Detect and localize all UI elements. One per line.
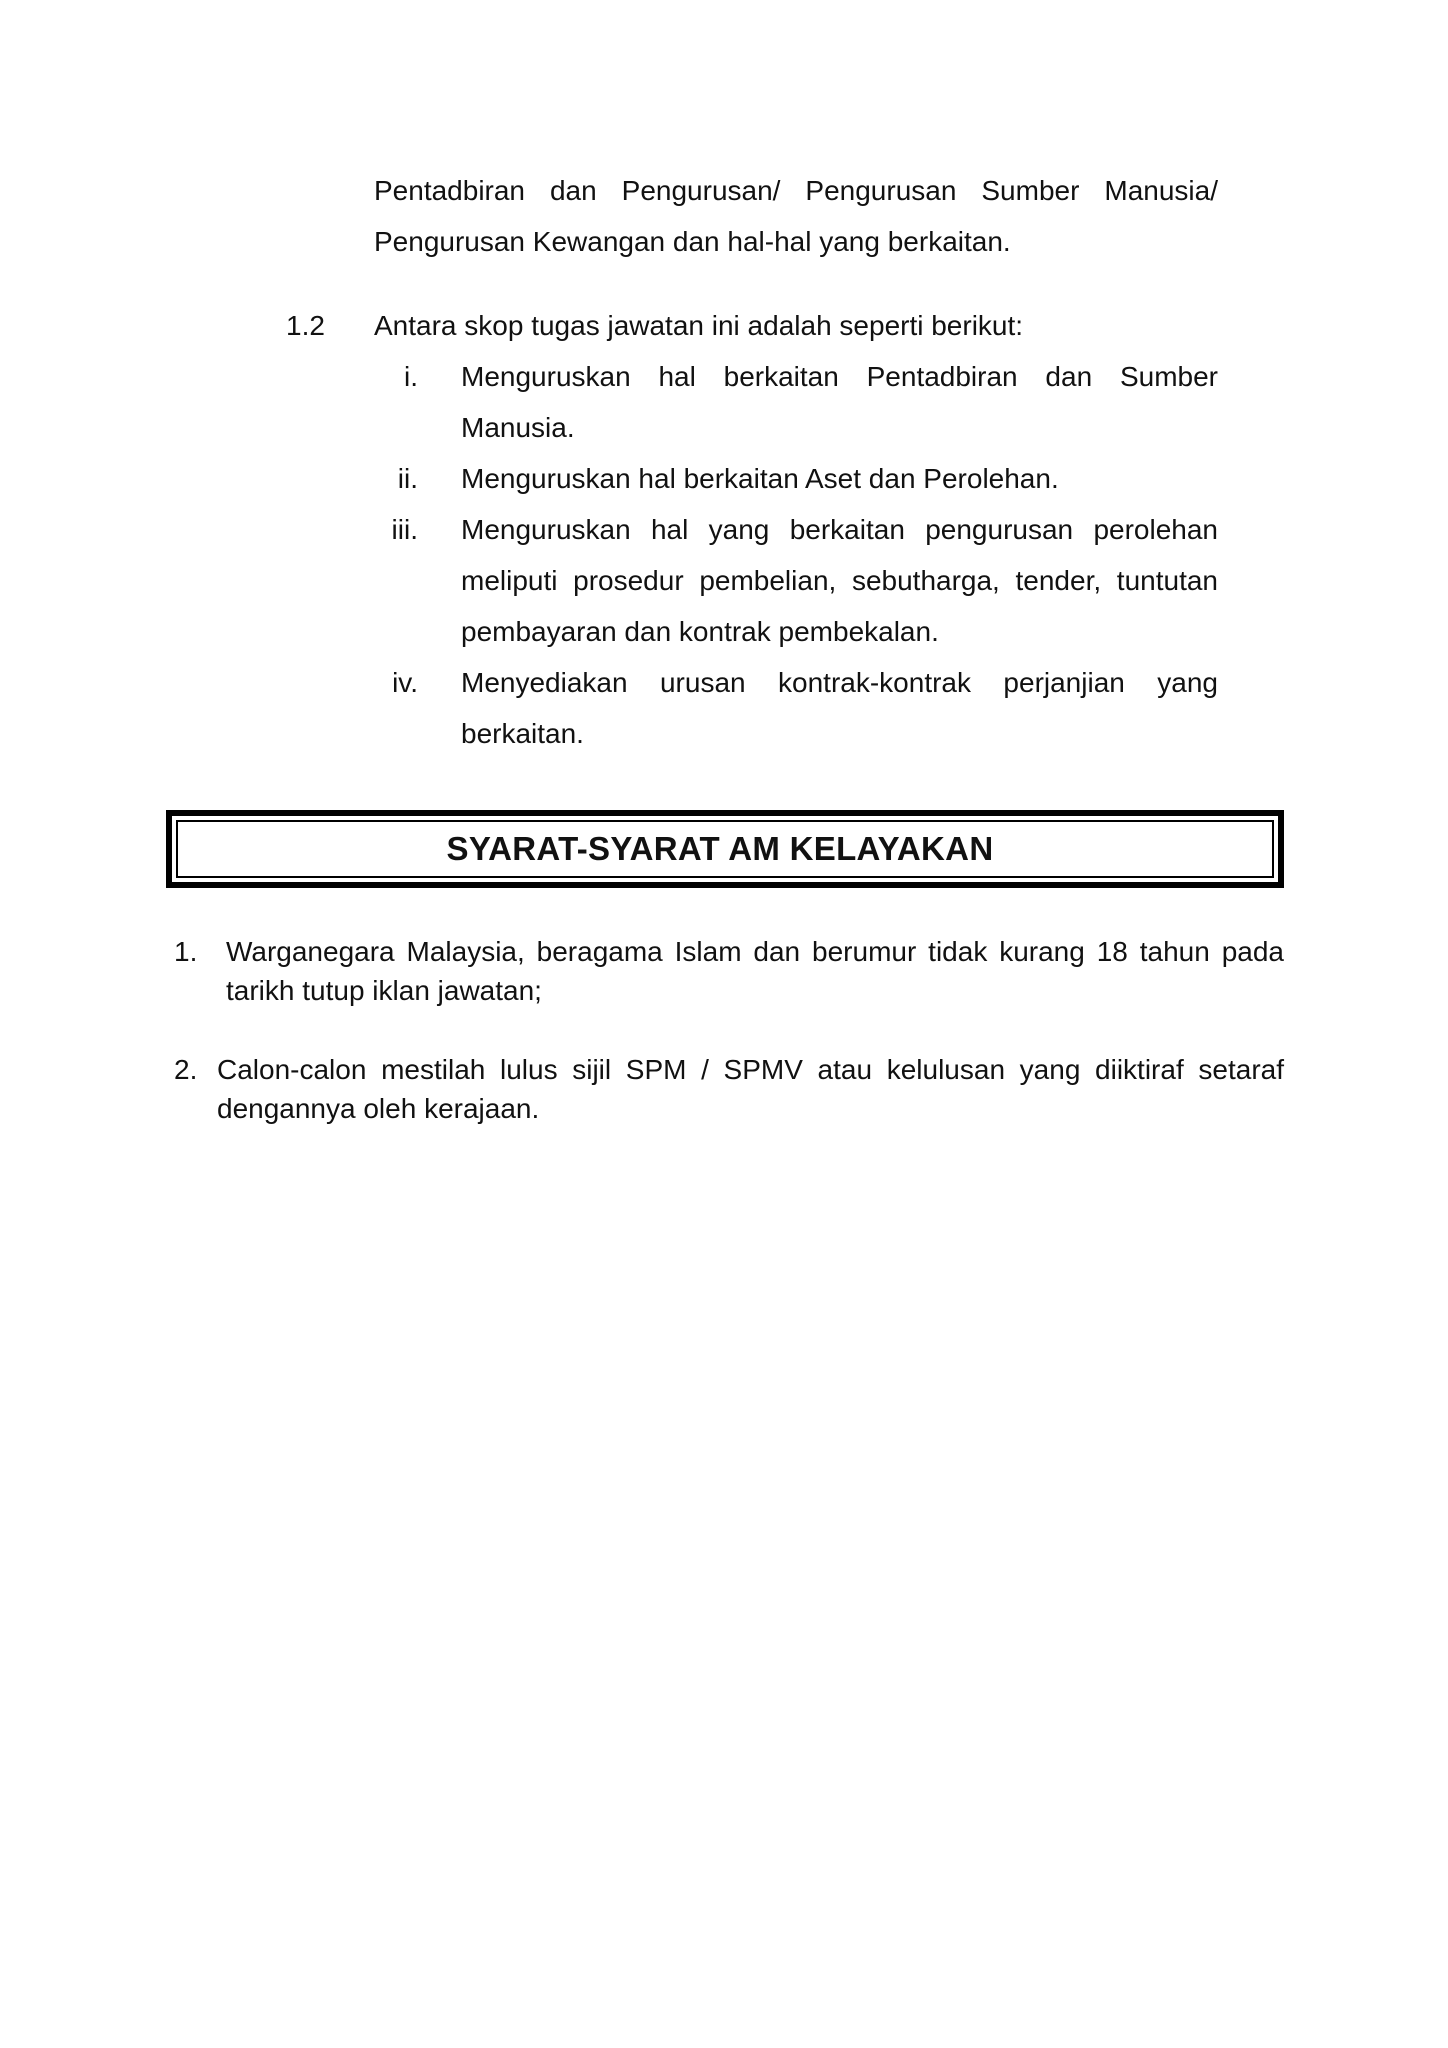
section-heading: SYARAT-SYARAT AM KELAYAKAN [446, 830, 994, 867]
list-item-marker: i. [404, 361, 418, 392]
list-item-line: Menguruskan hal berkaitan Aset dan Perolehan. [461, 463, 1059, 494]
list-item-marker: iii. [391, 514, 418, 545]
requirement-number: 1. [174, 936, 198, 967]
continuation-line-1: Pentadbiran dan Pengurusan/ Pengurusan Sumber Manusia/ [374, 175, 1218, 206]
requirement-line: tarikh tutup iklan jawatan; [226, 975, 542, 1006]
list-item-line: Manusia. [461, 412, 575, 443]
requirement-line: Calon-calon mestilah lulus sijil SPM / SPMV atau kelulusan yang diiktiraf setaraf [217, 1054, 1284, 1085]
continuation-line-2: Pengurusan Kewangan dan hal-hal yang berkaitan. [374, 226, 1011, 257]
list-item-line: berkaitan. [461, 718, 584, 749]
list-item-line: Menyediakan urusan kontrak-kontrak perjanjian yang [461, 667, 1218, 698]
section-heading-box [166, 810, 1284, 888]
list-item-line: meliputi prosedur pembelian, sebutharga, tender, tuntutan [461, 565, 1218, 596]
requirement-line: dengannya oleh kerajaan. [217, 1093, 540, 1124]
list-item-line: Menguruskan hal berkaitan Pentadbiran dan Sumber [461, 361, 1218, 392]
section-heading-inner-border [176, 820, 1274, 878]
list-item-line: Menguruskan hal yang berkaitan pengurusan perolehan [461, 514, 1218, 545]
list-item-marker: iv. [392, 667, 418, 698]
requirement-number: 2. [174, 1054, 198, 1085]
section-intro: Antara skop tugas jawatan ini adalah seperti berikut: [374, 310, 1024, 341]
section-number: 1.2 [286, 310, 325, 341]
list-item-marker: ii. [397, 463, 418, 494]
requirement-line: Warganegara Malaysia, beragama Islam dan berumur tidak kurang 18 tahun pada [226, 936, 1284, 967]
list-item-line: pembayaran dan kontrak pembekalan. [461, 616, 939, 647]
